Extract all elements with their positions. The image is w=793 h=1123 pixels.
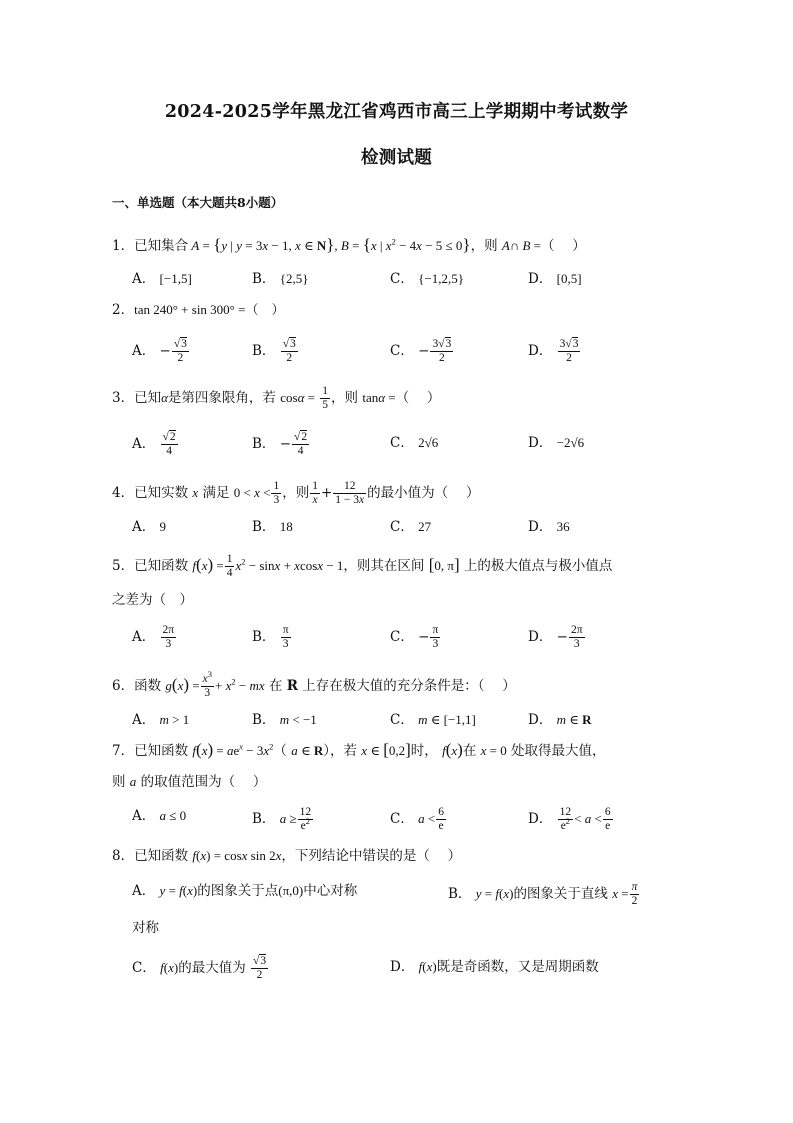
q4-option-b: B． 18 xyxy=(252,519,293,535)
question-7: 7．已知函数 $f(x) = ae^x - 3x^2$（ a ∈ R），若 x ∈ [0,2]时， f(x)在 x = 0 处取得最大值， xyxy=(112,740,606,759)
q3-option-c: C． 2√6 xyxy=(390,435,439,451)
question-2: 2．tan 240° + sin 300° =（ ） xyxy=(112,302,285,318)
q2-option-b: B． $\frac{√3}{2}$ xyxy=(252,338,296,364)
q6-option-c: C． m ∈ [−1,1] xyxy=(390,712,476,728)
q1-option-d: D． [0,5] xyxy=(528,271,582,287)
q3-option-b: B． − $\frac{√2}{4}$ xyxy=(252,431,308,457)
q1-option-b: B． {2,5} xyxy=(252,271,309,287)
q7-option-d: D． $\frac{12}{e^2}$ < a < $\frac{6}{e}$ xyxy=(528,806,611,832)
question-6: 6．函数 g(x) = $\frac{x^3}{3}$ + $x^2$ − mx 在 R 上存在极大值的充分条件是：（ ） xyxy=(112,669,516,699)
q6-option-b: B． m < −1 xyxy=(252,712,317,728)
q4-option-c: C． 27 xyxy=(390,519,432,535)
q1-option-a: A． [−1,5] xyxy=(132,271,192,287)
q8-option-b: B． y = f(x)的图象关于直线 x = $\frac{\pi}{2}$ xyxy=(448,881,638,907)
question-5: 5．已知函数 f(x) = $\frac{1}{4}$ $x^2 - \sin x + xcosx - 1$，则其在区间 [0, π] 上的极大值点与极小值点 xyxy=(112,553,613,579)
q5-option-b: B． $\frac{\pi}{3}$ xyxy=(252,624,289,650)
q7-option-a: A． a ≤ 0 xyxy=(132,808,187,824)
question-4: 4．已知实数 x 满足 0 < x < $\frac{1}{3}$ ，则 $\frac{1}{x}$ + $\frac{12}{1 - 3x}$ 的最小值为（ ） xyxy=(112,480,480,506)
question-7-cont: 则 a 的取值范围为（ ） xyxy=(112,774,267,790)
page-title-line2: 检测试题 xyxy=(360,148,433,168)
q4-option-a: A． 9 xyxy=(132,519,167,535)
q8-option-a: A． y = f(x)的图象关于点(π,0)中心对称 xyxy=(132,883,358,899)
q6-option-d: D． m ∈ R xyxy=(528,712,592,728)
q7-option-b: B． a ≥ $\frac{12}{e^2}$ xyxy=(252,806,312,832)
page-title-line1: 2024-2025学年黑龙江省鸡西市高三上学期期中考试数学 xyxy=(164,102,629,122)
q4-option-d: D． 36 xyxy=(528,519,570,535)
question-5-cont: 之差为（ ） xyxy=(112,592,193,608)
q7-option-c: C． a < $\frac{6}{e}$ xyxy=(390,806,444,832)
q3-option-d: D． −2√6 xyxy=(528,435,585,451)
q2-option-c: C． − $\frac{3√3}{2}$ xyxy=(390,338,452,364)
q6-option-a: A． m > 1 xyxy=(132,712,190,728)
q8-option-c: C． f(x)的最大值为 $\frac{√3}{2}$ xyxy=(132,955,267,981)
q2-option-d: D． $\frac{3√3}{2}$ xyxy=(528,338,579,364)
q5-option-d: D． − $\frac{2\pi}{3}$ xyxy=(528,624,583,650)
question-8: 8．已知函数 f(x) = cosx sin 2x，下列结论中错误的是（ ） xyxy=(112,848,462,864)
question-1: 1．已知集合 A = {y | y = 3x − 1, x ∈ N}, B = {x | $x^2 - 4x - 5 \le 0$}，则 A∩ B =（ ） xyxy=(112,235,586,254)
q3-option-a: A． $\frac{√2}{4}$ xyxy=(132,431,176,457)
question-3: 3．已知α是第四象限角，若 cosα = $\frac{1}{5}$ ，则 tanα =（ ） xyxy=(112,385,441,411)
section-heading: 一、单选题（本大题共8小题） xyxy=(112,195,284,210)
q8-option-b-cont: 对称 xyxy=(132,920,159,936)
q5-option-c: C． − $\frac{\pi}{3}$ xyxy=(390,624,439,650)
q8-option-d: D． f(x)既是奇函数，又是周期函数 xyxy=(390,959,599,975)
q2-option-a: A． − $\frac{√3}{2}$ xyxy=(132,338,187,364)
q5-option-a: A． $\frac{2\pi}{3}$ xyxy=(132,624,175,650)
q1-option-c: C． {−1,2,5} xyxy=(390,271,464,287)
